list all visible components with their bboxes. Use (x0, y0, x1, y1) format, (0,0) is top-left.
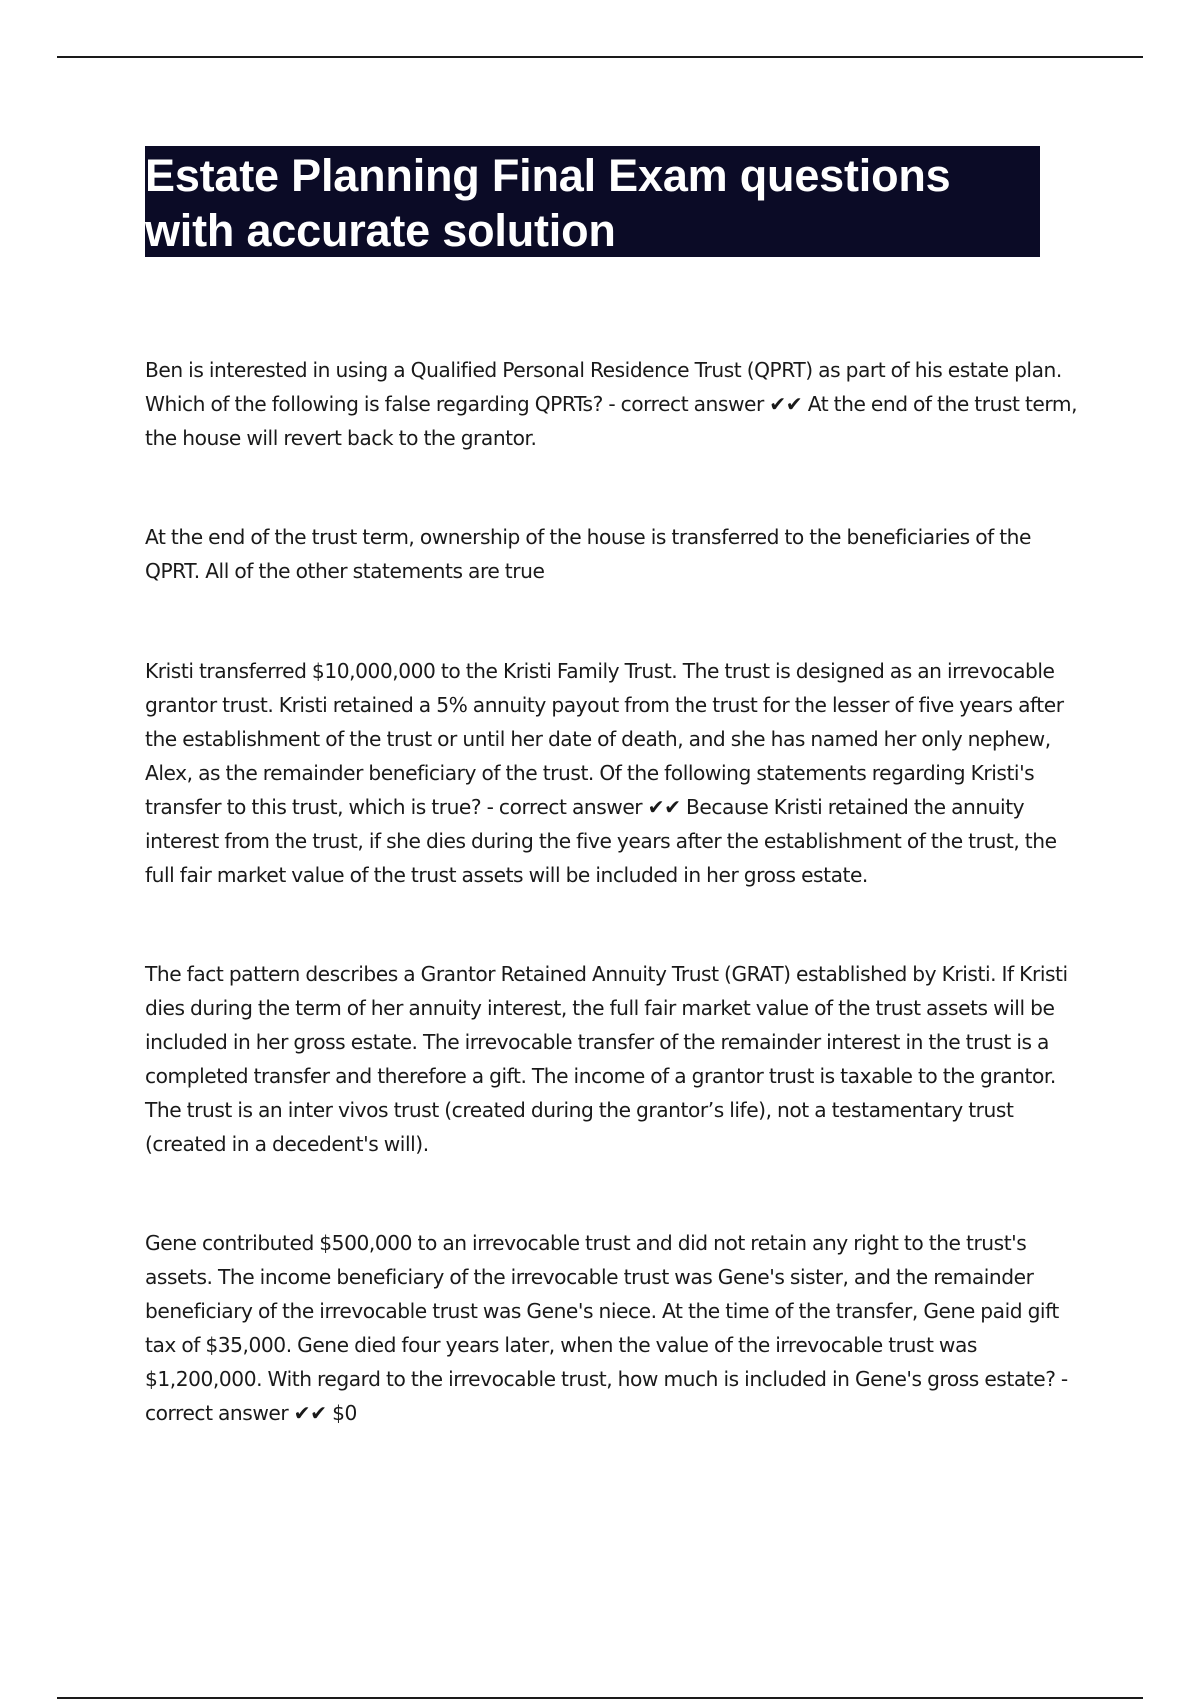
paragraph-grat-explanation: The fact pattern describes a Grantor Retained Annuity Trust (GRAT) established by Kristi. If Kristi dies during the term of her annuity interest, the full fair market value of the trust assets will be included in her gross estate. The irrevocable transfer of the remainder interest in the trust is a completed transfer and therefore a gift. The income of a grantor trust is taxable to the grantor. The trust is an inter vivos trust (created during the grantor’s life), not a testamentary trust (created in a decedent's will). (145, 962, 1068, 1156)
paragraph-qprt-question: Ben is interested in using a Qualified Personal Residence Trust (QPRT) as part of his estate plan. Which of the following is false regarding QPRTs? - correct answer ✔✔ At the end of the trust term, the house will revert back to the grantor. (145, 358, 1078, 450)
title-banner (145, 146, 1040, 257)
header-rule (57, 56, 1143, 58)
document-title: Estate Planning Final Exam questions with accurate solution (145, 150, 951, 256)
footer-rule (57, 1697, 1143, 1699)
paragraph-kristi-question: Kristi transferred $10,000,000 to the Kristi Family Trust. The trust is designed as an irrevocable grantor trust. Kristi retained a 5% annuity payout from the trust for the lesser of five years after the establishment of the trust or until her date of death, and she has named her only nephew, Alex, as the remainder beneficiary of the trust. Of the following statements regarding Kristi's transfer to this trust, which is true? - correct answer ✔✔ Because Kristi retained the annuity interest from the trust, if she dies during the five years after the establishment of the trust, the full fair market value of the trust assets will be included in her gross estate. (145, 659, 1064, 887)
paragraph-gene-question: Gene contributed $500,000 to an irrevocable trust and did not retain any right to the trust's assets. The income beneficiary of the irrevocable trust was Gene's sister, and the remainder beneficiary of the irrevocable trust was Gene's niece. At the time of the transfer, Gene paid gift tax of $35,000. Gene died four years later, when the value of the irrevocable trust was $1,200,000. With regard to the irrevocable trust, how much is included in Gene's gross estate? - correct answer ✔✔ $0 (145, 1231, 1068, 1425)
paragraph-qprt-explanation: At the end of the trust term, ownership of the house is transferred to the beneficiaries of the QPRT. All of the other statements are true (145, 525, 1031, 583)
document-body (145, 353, 1090, 1430)
